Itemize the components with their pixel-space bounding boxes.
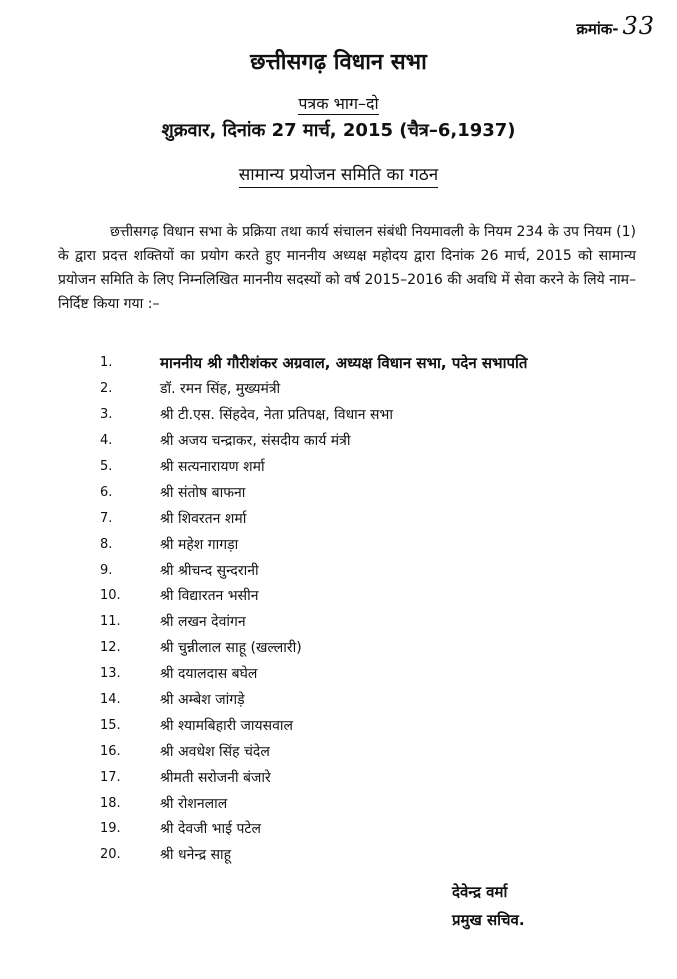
member-name: डॉ. रमन सिंह, मुख्यमंत्री — [160, 381, 281, 398]
members-list — [100, 350, 527, 868]
bulletin-part-text: पत्रक भाग–दो — [298, 94, 379, 113]
member-item — [100, 661, 527, 687]
document-title: छत्तीसगढ़ विधान सभा — [250, 50, 427, 75]
member-number: 19. — [100, 821, 121, 837]
member-name: श्रीमती सरोजनी बंजारे — [160, 769, 271, 786]
member-name: श्री विद्यारतन भसीन — [160, 588, 259, 605]
member-name: श्री महेश गागड़ा — [160, 536, 239, 553]
member-item — [100, 635, 527, 661]
serial-number-value: 33 — [622, 12, 655, 40]
member-number: 15. — [100, 717, 121, 733]
member-item — [100, 402, 527, 428]
member-number: 13. — [100, 666, 121, 682]
section-heading — [0, 162, 677, 185]
member-name: माननीय श्री गौरीशंकर अग्रवाल, अध्यक्ष विधान सभा, पदेन सभापति — [160, 353, 528, 372]
member-number: 2. — [100, 381, 113, 397]
member-item — [100, 687, 527, 713]
bulletin-part — [0, 92, 677, 114]
member-item — [100, 531, 527, 557]
member-number: 5. — [100, 459, 113, 474]
member-item — [100, 376, 527, 402]
serial-number — [576, 12, 655, 40]
member-number: 9. — [100, 562, 113, 578]
member-name: श्री संतोष बाफना — [160, 484, 246, 501]
member-name: श्री धनेन्द्र साहू — [160, 847, 232, 864]
member-item — [100, 609, 527, 635]
member-name: श्री श्रीचन्द सुन्दरानी — [160, 562, 259, 579]
serial-number-label: क्रमांक- — [576, 20, 619, 38]
member-number: 3. — [100, 407, 113, 423]
member-item — [100, 350, 527, 376]
signatory-designation: प्रमुख सचिव. — [452, 911, 525, 929]
member-name: श्री रोशनलाल — [160, 795, 228, 812]
member-name: श्री दयालदास बघेल — [160, 666, 258, 683]
member-name: श्री देवजी भाई पटेल — [160, 821, 261, 838]
body-paragraph: छत्तीसगढ़ विधान सभा के प्रक्रिया तथा कार्य संचालन संबंधी नियमावली के नियम 234 के उप नियम (1) के द्वारा प्रदत्त शक्तियों का प्रयोग करते हुए माननीय अध्यक्ष महोदय द्वारा दिनांक 26 मार्च, 2015 को सामान्य प्रयोजन समिति के लिए निम्नलिखित माननीय सदस्यों को वर्ष 2015–2016 की अवधि में सेवा करने के लिये नाम–निर्दिष्ट किया गया :– — [58, 224, 636, 312]
member-number: 14. — [100, 692, 121, 708]
member-item — [100, 738, 527, 764]
member-item — [100, 583, 527, 609]
member-name: श्री लखन देवांगन — [160, 614, 246, 631]
signature-block — [452, 878, 525, 934]
member-item — [100, 505, 527, 531]
member-number: 12. — [100, 640, 121, 656]
member-number: 1. — [100, 355, 113, 371]
member-number: 7. — [100, 510, 113, 526]
member-number: 18. — [100, 795, 121, 811]
member-name: श्री अम्बेश जांगड़े — [160, 692, 245, 709]
member-name: श्री सत्यनारायण शर्मा — [160, 459, 265, 475]
member-item — [100, 764, 527, 790]
member-name: श्री अजय चन्द्राकर, संसदीय कार्य मंत्री — [160, 433, 351, 450]
member-name: श्री श्यामबिहारी जायसवाल — [160, 717, 294, 734]
member-item — [100, 790, 527, 816]
signatory-name: देवेन्द्र वर्मा — [452, 883, 508, 901]
member-name: श्री शिवरतन शर्मा — [160, 510, 247, 527]
section-heading-text: सामान्य प्रयोजन समिति का गठन — [239, 165, 438, 188]
member-item — [100, 454, 527, 480]
member-number: 4. — [100, 433, 113, 449]
member-number: 17. — [100, 769, 121, 785]
member-number: 16. — [100, 743, 121, 759]
member-item — [100, 557, 527, 583]
member-name: श्री चुन्नीलाल साहू (खल्लारी) — [160, 640, 302, 657]
member-item — [100, 816, 527, 842]
member-number: 20. — [100, 847, 121, 863]
member-number: 8. — [100, 536, 113, 552]
member-number: 6. — [100, 484, 113, 500]
member-number: 10. — [100, 588, 121, 604]
member-number: 11. — [100, 614, 121, 630]
member-item — [100, 712, 527, 738]
member-name: श्री अवधेश सिंह चंदेल — [160, 743, 270, 760]
date-line: शुक्रवार, दिनांक 27 मार्च, 2015 (चैत्र–6,1937) — [161, 120, 516, 141]
member-item — [100, 479, 527, 505]
member-item — [100, 842, 527, 868]
member-name: श्री टी.एस. सिंहदेव, नेता प्रतिपक्ष, विधान सभा — [160, 407, 393, 424]
member-item — [100, 428, 527, 454]
